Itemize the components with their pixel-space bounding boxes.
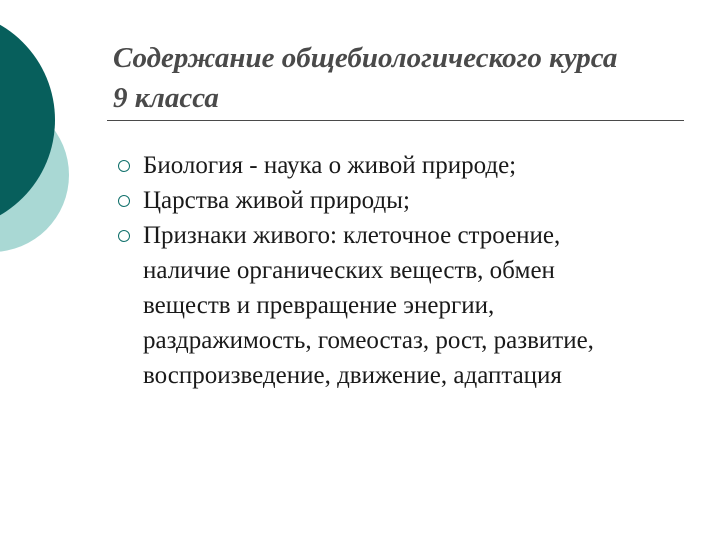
- hollow-circle-bullet-icon: [118, 160, 130, 172]
- bullet-list: [113, 148, 683, 393]
- hollow-circle-bullet-icon: [118, 195, 130, 207]
- bullet-item: [113, 183, 683, 218]
- slide-title: [113, 38, 693, 118]
- bullet-text: [143, 183, 683, 218]
- bullet-line: Признаки живого: клеточное строение,: [143, 222, 561, 249]
- bullet-text: [143, 148, 683, 183]
- slide-title-line-1: Содержание общебиологического курса: [113, 42, 618, 74]
- decorative-circles: [0, 0, 120, 300]
- title-divider: [107, 120, 684, 121]
- bullet-text: [143, 218, 683, 393]
- bullet-line: веществ и превращение энергии,: [143, 292, 495, 319]
- slide-title-line-2: 9 класса: [113, 82, 219, 114]
- bullet-line: воспроизведение, движение, адаптация: [143, 362, 562, 389]
- bullet-line: раздражимость, гомеостаз, рост, развитие,: [143, 327, 594, 354]
- bullet-line: наличие органических веществ, обмен: [143, 257, 555, 284]
- hollow-circle-bullet-icon: [118, 230, 130, 242]
- bullet-item: [113, 148, 683, 183]
- bullet-item: [113, 218, 683, 393]
- bullet-line: Царства живой природы;: [143, 187, 410, 214]
- bullet-line: Биология - наука о живой природе;: [143, 152, 517, 179]
